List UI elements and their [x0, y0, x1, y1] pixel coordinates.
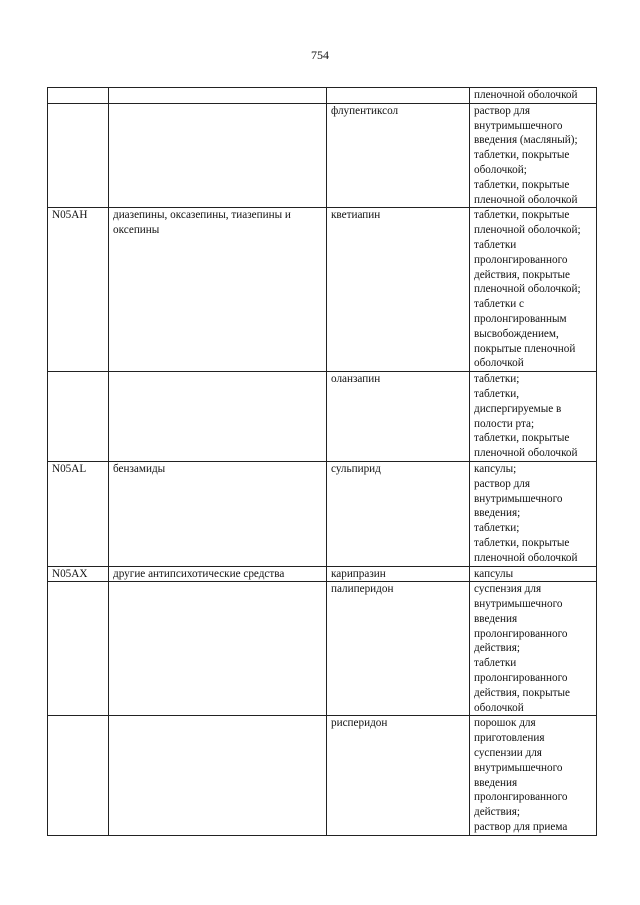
dosage-forms-cell	[470, 372, 597, 462]
dosage-form-line: введения (масляный);	[474, 134, 578, 147]
dosage-form-line: введения;	[474, 507, 521, 520]
atc-code-cell	[48, 716, 109, 835]
dosage-forms-cell	[470, 103, 597, 208]
dosage-form-line: введения	[474, 612, 518, 625]
dosage-form-line: таблетки;	[474, 522, 520, 535]
dosage-form-line: раствор для	[474, 477, 531, 490]
dosage-forms-cell	[470, 566, 597, 582]
dosage-form-line: таблетки, покрытые	[474, 149, 570, 162]
dosage-form-line: пленочной оболочкой	[474, 551, 578, 564]
dosage-form-line: таблетки	[474, 657, 517, 670]
dosage-form-line: пленочной оболочкой;	[474, 283, 581, 296]
dosage-forms-cell	[470, 461, 597, 566]
dosage-form-line: таблетки, покрытые	[474, 209, 570, 222]
anatomic-therapeutic-group-cell: бензамиды	[109, 461, 327, 566]
anatomic-therapeutic-group-cell: диазепины, оксазепины, тиазепины и оксепины	[109, 208, 327, 372]
dosage-form-line: приготовления	[474, 732, 545, 745]
dosage-form-line: пленочной оболочкой;	[474, 224, 581, 237]
drug-substance-cell	[327, 88, 470, 104]
drug-substance-cell: сульпирид	[327, 461, 470, 566]
dosage-form-line: действия, покрытые	[474, 686, 571, 699]
dosage-form-line: пролонгированного	[474, 253, 568, 266]
dosage-form-line: пролонгированного	[474, 672, 568, 685]
dosage-form-line: пленочной оболочкой	[474, 89, 578, 101]
dosage-form-line: таблетки;	[474, 373, 520, 386]
table-row	[48, 566, 597, 582]
dosage-form-line: таблетки, покрытые	[474, 178, 570, 191]
drug-substance-cell: оланзапин	[327, 372, 470, 462]
dosage-form-line: таблетки с	[474, 298, 525, 311]
drug-substance-cell: флупентиксол	[327, 103, 470, 208]
atc-code-cell	[48, 88, 109, 104]
dosage-form-line: капсулы	[474, 567, 514, 580]
dosage-form-line: капсулы;	[474, 462, 517, 475]
dosage-form-line: порошок для	[474, 717, 536, 730]
dosage-form-line: таблетки, покрытые	[474, 432, 570, 445]
dosage-form-line: суспензии для	[474, 747, 542, 760]
dosage-form-line: высвобождением,	[474, 327, 559, 340]
atc-code-cell	[48, 372, 109, 462]
dosage-form-line: таблетки	[474, 238, 517, 251]
dosage-form-line: раствор для	[474, 104, 531, 117]
dosage-form-line: таблетки, покрытые	[474, 536, 570, 549]
table-body	[48, 88, 597, 836]
dosage-form-line: действия, покрытые	[474, 268, 571, 281]
dosage-form-line: пролонгированного	[474, 791, 568, 804]
dosage-form-line: действия;	[474, 806, 521, 819]
drug-table	[47, 87, 597, 836]
anatomic-therapeutic-group-cell: другие антипсихотические средства	[109, 566, 327, 582]
atc-code-cell	[48, 103, 109, 208]
dosage-form-line: пленочной оболочкой	[474, 193, 578, 206]
dosage-forms-cell	[470, 716, 597, 835]
dosage-form-line: введения	[474, 776, 518, 789]
table-row	[48, 716, 597, 835]
dosage-form-line: пролонгированного	[474, 627, 568, 640]
dosage-form-line: оболочкой	[474, 357, 524, 370]
dosage-forms-cell	[470, 208, 597, 372]
table-row	[48, 461, 597, 566]
dosage-form-line: внутримышечного	[474, 598, 563, 611]
table-row	[48, 103, 597, 208]
dosage-form-line: оболочкой;	[474, 163, 527, 176]
anatomic-therapeutic-group-cell	[109, 103, 327, 208]
anatomic-therapeutic-group-cell	[109, 582, 327, 716]
drug-substance-cell: кветиапин	[327, 208, 470, 372]
anatomic-therapeutic-group-cell	[109, 88, 327, 104]
dosage-form-line: суспензия для	[474, 583, 542, 596]
dosage-form-line: раствор для приема	[474, 821, 568, 834]
dosage-form-line: внутримышечного	[474, 492, 563, 505]
table-row	[48, 582, 597, 716]
dosage-form-line: покрытые пленочной	[474, 342, 576, 355]
dosage-form-line: внутримышечного	[474, 761, 563, 774]
drug-substance-cell: карипразин	[327, 566, 470, 582]
atc-code-cell: N05AX	[48, 566, 109, 582]
atc-code-cell: N05AH	[48, 208, 109, 372]
dosage-form-line: полости рта;	[474, 417, 535, 430]
atc-code-cell: N05AL	[48, 461, 109, 566]
table-row	[48, 88, 597, 104]
page-number: 754	[311, 48, 329, 62]
dosage-forms-cell	[470, 88, 597, 104]
dosage-form-line: оболочкой	[474, 701, 524, 714]
dosage-form-line: пролонгированным	[474, 312, 567, 325]
drug-substance-cell: рисперидон	[327, 716, 470, 835]
dosage-forms-cell	[470, 582, 597, 716]
table-row	[48, 208, 597, 372]
dosage-form-line: пленочной оболочкой	[474, 447, 578, 460]
atc-code-cell	[48, 582, 109, 716]
dosage-form-line: внутримышечного	[474, 119, 563, 132]
anatomic-therapeutic-group-cell	[109, 372, 327, 462]
dosage-form-line: действия;	[474, 642, 521, 655]
anatomic-therapeutic-group-cell	[109, 716, 327, 835]
dosage-form-line: таблетки,	[474, 387, 520, 400]
dosage-form-line: диспергируемые в	[474, 402, 562, 415]
table-row	[48, 372, 597, 462]
drug-substance-cell: палиперидон	[327, 582, 470, 716]
